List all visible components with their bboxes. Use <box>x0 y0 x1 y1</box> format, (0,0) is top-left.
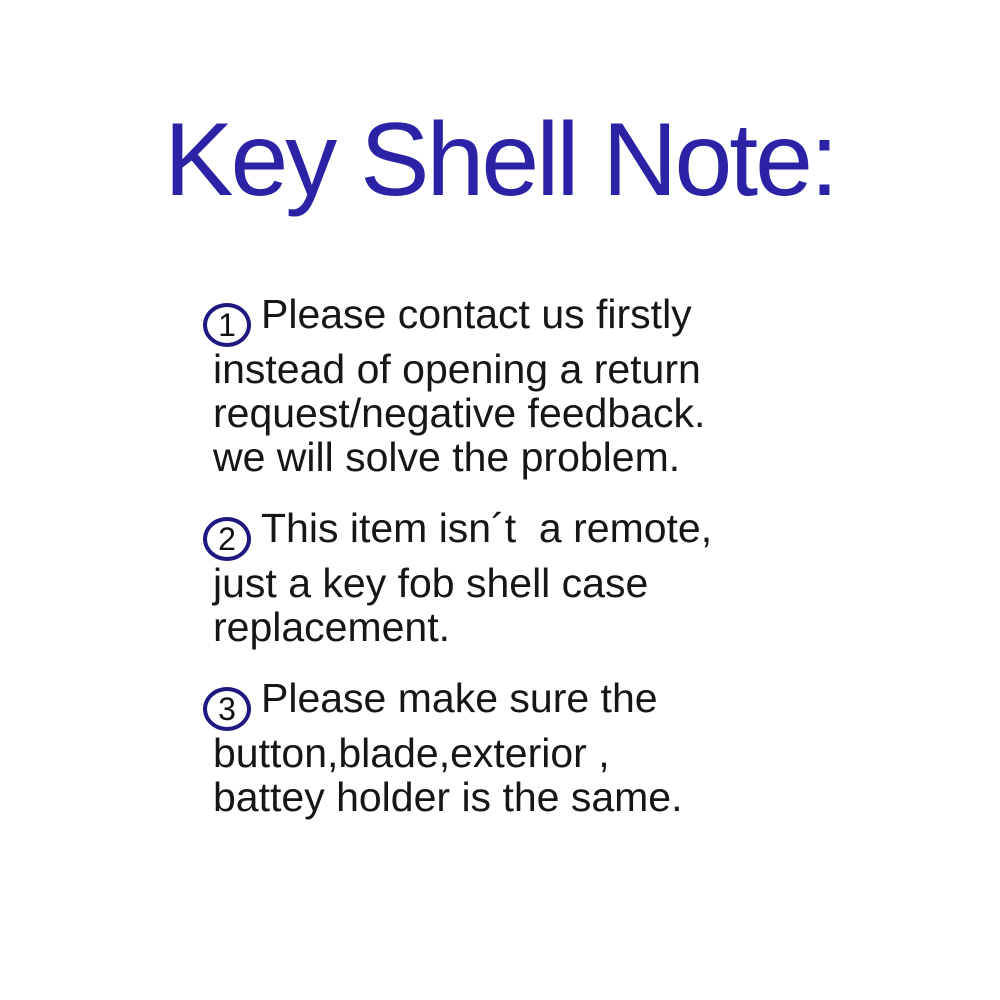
note-item-1 <box>213 292 833 479</box>
note-item-2 <box>213 506 833 649</box>
circled-number-3-digit: 3 <box>218 691 236 727</box>
circled-number-1-digit: 1 <box>218 307 236 343</box>
note-text: This item isn´t a remote, <box>261 505 713 551</box>
note-line: replacement. <box>213 604 451 650</box>
note-line: battey holder is the same. <box>213 774 683 820</box>
circled-number-1-icon <box>203 303 251 347</box>
note-line: button,blade,exterior , <box>213 730 610 776</box>
note-text: Please contact us firstly <box>261 291 692 337</box>
note-text: Please make sure the <box>261 675 658 721</box>
note-line <box>213 292 833 347</box>
circled-number-3-icon <box>203 687 251 731</box>
circled-number-2-icon <box>203 517 251 561</box>
note-line: we will solve the problem. <box>213 434 681 480</box>
note-line: request/negative feedback. <box>213 390 706 436</box>
page-title: Key Shell Note: <box>164 102 836 218</box>
note-item-3 <box>213 676 833 819</box>
circled-number-2-digit: 2 <box>218 521 236 557</box>
note-line <box>213 676 833 731</box>
note-line <box>213 506 833 561</box>
note-line: just a key fob shell case <box>213 560 649 606</box>
note-line: instead of opening a return <box>213 346 701 392</box>
notes-list <box>213 292 833 819</box>
